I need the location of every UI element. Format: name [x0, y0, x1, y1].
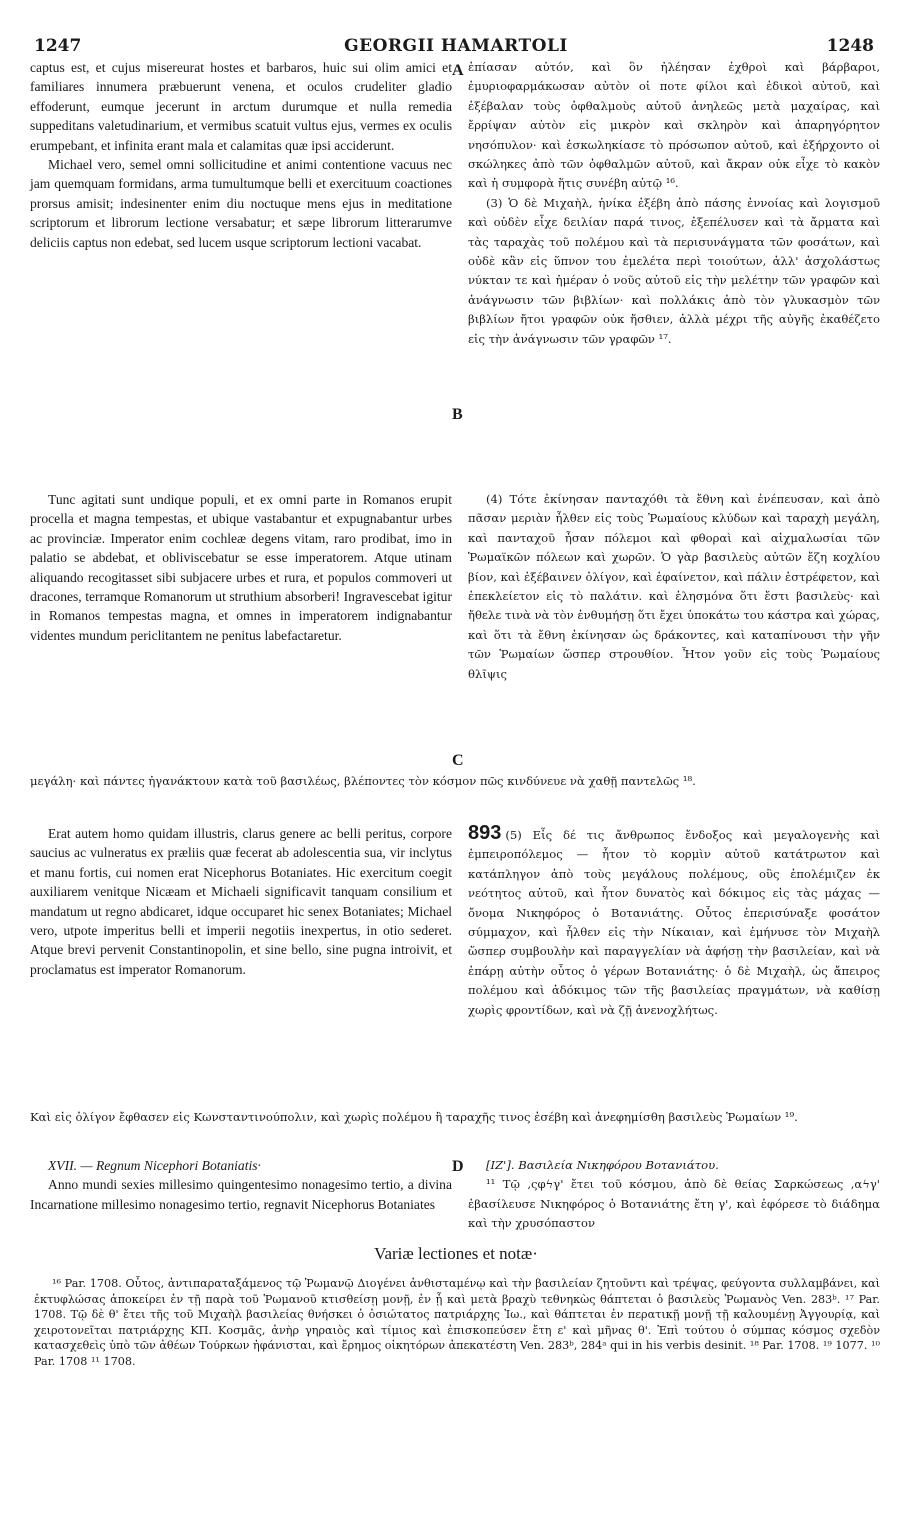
margin-marker-a: A: [452, 62, 464, 79]
latin-paragraph-2: Michael vero, semel omni sollicitudine et animi contentione vacuus nec jam quemquam formidans, arma tumultumque belli et exercituum coactiones prorsus amisit; indesinenter enim diu noctuque mens ejus in meditatione scriptorum et librorum lectione versabatur; et sæpe librorum litterarumve deliciis captus non edebat, sed lucem usque scriptorum lectioni vacabat.: [30, 157, 452, 250]
latin-column-top: [30, 58, 452, 252]
column-number: 893: [468, 822, 502, 844]
greek-column-lower: [468, 824, 880, 1020]
margin-marker-b: B: [452, 406, 463, 423]
latin-column-middle: [30, 490, 452, 645]
latin-paragraph-5: Anno mundi sexies millesimo quingentesimo nonagesimo tertio, a divina Incarnatione millesimo nonagesimo tertio, regnavit Nicephorus Botaniates: [30, 1177, 452, 1212]
spanning-line-2: Καὶ εἰς ὀλίγον ἔφθασεν εἰς Κωνσταντινούπολιν, καὶ χωρὶς πολέμου ἢ ταραχῆς τινος ἐσέβη καὶ ἀνεφημίσθη βασιλεὺς Ῥωμαίων ¹⁹.: [30, 1110, 798, 1124]
margin-marker-d: D: [452, 1158, 464, 1175]
notes-block: [34, 1276, 880, 1370]
greek-column-top: [468, 58, 880, 349]
greek-paragraph-4: [468, 824, 880, 1020]
greek-column-bottom: [468, 1156, 880, 1234]
margin-marker-c: C: [452, 752, 464, 769]
greek-paragraph-1: ἐπίασαν αὐτόν, καὶ ὃν ἠλέησαν ἐχθροὶ καὶ βάρβαροι, ἐμυριοφαρμάκωσαν αὐτὸν οἱ ποτε φίλοι καὶ ἐδικοὶ αὐτοῦ, καὶ ἐξέβαλαν τοὺς ὀφθαλμοὺς αὐτοῦ ἀνηλεῶς μετὰ μαχαίρας, καὶ ἔρρίψαν αὐτὸν εἰς μικρὸν καὶ σκληρὸν καὶ ἀπαρηγόρητον νησόπυλον· καὶ ἐσκωληκίασε τὸ πρόσωπον αὐτοῦ, καὶ ἐξήρχοντο οἱ σκώληκες ἀπὸ τῶν ὀφθαλμῶν αὐτοῦ, καὶ ἄκραν οὐκ εἶχε τὸ κακὸν καὶ ἡ συμφορὰ ἥτις συνέβη αὐτῷ ¹⁶.: [468, 60, 880, 191]
latin-paragraph-1: captus est, et cujus misereurat hostes et barbaros, huic sui olim amici et familiares innumera præbuerunt venena, et oculos crudeliter gladio effoderunt, eumque jecerunt in arctum durumque et nulla remedia suppeditans valetudinarium, et vermibus scatuit vultus ejus, vermes ex oculis erumpebant, et infinita erant mala et calamitas quæ ipsi acciderunt.: [30, 60, 452, 153]
latin-column-lower: [30, 824, 452, 979]
left-page-number: 1247: [34, 36, 82, 56]
latin-paragraph-3: Tunc agitati sunt undique populi, et ex omni parte in Romanos erupit procella et magna tempestas, et ubique vastabantur et expugnabantur urbes ac provinciæ. Imperator enim cochleæ degens vitam, raro prodibat, imo in palatio se abdebat, et obliviscebatur se esse imperatorem. Atque utinam aliquando recogitasset sibi subjacere urbes et rura, et populos commoveri ut dracones, terramque Romanorum ut struthium absorberi! Ingravescebat igitur in Romanos tempestas magna, et omnes in imperatorem indignabantur videntes mundum periclitantem ne penitus labefactaretur.: [30, 492, 452, 643]
running-title: GEORGII HAMARTOLI: [344, 36, 568, 56]
notes-title: Variæ lectiones et notæ·: [374, 1244, 538, 1263]
right-page-number: 1248: [826, 36, 874, 56]
notes-text: ¹⁶ Par. 1708. Οὗτος, ἀντιπαραταξάμενος τῷ Ῥωμανῷ Διογένει ἀνθισταμένῳ καὶ τὴν βασιλείαν ζητοῦντι καὶ τρέψας, φεύγοντα συλλαμβάνει, καὶ ἐκτυφλώσας ἀποκείρει ἐν τῇ παρὰ τοῦ Ῥωμανοῦ κτισθείσῃ μονῇ, ἐν ᾗ καὶ μετὰ βραχὺ τεθνηκὼς θάπτεται ὁ βασιλεὺς Ῥωμανὸς Ven. 283ᵇ. ¹⁷ Par. 1708. Τῷ δὲ θ' ἔτει τῆς τοῦ Μιχαὴλ βασιλείας θνήσκει ὁ ὁσιώτατος πατριάρχης Ἰω., καὶ θάπτεται ἐν περατικῇ μονῇ τῇ καλουμένῃ Ἀγγουρίᾳ, καὶ χειροτονεῖται πατριάρχης ΚΠ. Κοσμᾶς, ἀνὴρ γηραιὸς καὶ τίμιος καὶ ἐπισκοπεύσεν ἔτη ε' καὶ μῆνας θ'. Ἐπὶ τούτου ὁ σύμπας κόσμος σχεδὸν κατασχεθεὶς ὑπὸ τῶν ἀθέων Τούρκων ἠφάνισται, καὶ ἔρημος οἰκητόρων ἀπεκατέστη Ven. 283ᵇ, 284ᵃ qui in his verbis desinit. ¹⁸ Par. 1708. ¹⁹ 1077. ¹⁰ Par. 1708 ¹¹ 1708.: [34, 1277, 880, 1368]
greek-paragraph-5: ¹¹ Τῷ ,ςφϟγ' ἔτει τοῦ κόσμου, ἀπὸ δὲ θείας Σαρκώσεως ,αϟγ' ἐβασίλευσε Νικηφόρος ὁ Βοτανιάτης ἔτη γ', καὶ ἐφόρεσε τὸ διάδημα καὶ τὴν χρυσόπαστον: [468, 1177, 880, 1231]
greek-paragraph-3: (4) Τότε ἐκίνησαν πανταχόθι τὰ ἔθνη καὶ ἐνέπευσαν, καὶ ἀπὸ πᾶσαν μεριὰν ἦλθεν εἰς τοὺς Ῥωμαίους κλύδων καὶ ταραχὴ μεγάλη, καὶ πανταχοῦ ἦσαν πόλεμοι καὶ φθοραὶ καὶ αἰχμαλωσίαι τῶν Ῥωμαϊκῶν πόλεων καὶ χωρῶν. Ὁ γὰρ βασιλεὺς αὐτῶν ἔζη κοχλίου βίον, καὶ ἐξέβαινεν ὀλίγον, καὶ ἐφαίνετον, καὶ πάλιν ἐστρέφετον, καὶ ἐπεκλείετον εἰς τὸ παλάτιν. καὶ ἐλησμόνα ὅτι ἔστι βασιλεὺς· καὶ ἤθελε τινὰ νὰ τὸν ἐνθυμήσῃ ὅτι ἔχει ὑποκάτω του κάστρα καὶ χώρας, καὶ ὅτι τὰ ἔθνη ἐκίνησαν ὡς δράκοντες, καὶ καταπίνουσι τὴν γῆν τῶν Ῥωμαίων ὥσπερ στρουθίον. Ἦτον γοῦν εἰς τοὺς Ῥωμαίους θλῖψις: [468, 492, 880, 681]
latin-section-heading: XVII. — Regnum Nicephori Botaniatis·: [48, 1158, 261, 1173]
greek-paragraph-2: (3) Ὁ δὲ Μιχαὴλ, ἡνίκα ἐξέβη ἀπὸ πάσης ἐννοίας καὶ λογισμοῦ καὶ οὐδὲν εἶχε δειλίαν παρά τινος, ἐξεπέλυσεν καὶ τὰ ἄρματα καὶ τὰς ταραχὰς τοῦ πολέμου καὶ τὰ περισυνάγματα τῶν φοσάτων, καὶ οὐδὲ κἂν εἰς ὕπνον του ἐμελέτα περὶ τοιούτων, ἀλλ' ἀσχολάστως νύκταν τε καὶ ἡμέραν ὁ νοῦς αὐτοῦ εἰς τὴν μελέτην τῶν γραφῶν καὶ ἀνάγνωσιν τῶν βιβλίων· καὶ πολλάκις ἀπὸ τὸν γλυκασμὸν τῶν βιβλίων ἤτοι γραφῶν οὐκ ἤσθιεν, ἀλλὰ μέχρι τῆς αὐγῆς ἐκαθέζετο εἰς τὴν ἀνάγνωσιν τῶν γραφῶν ¹⁷.: [468, 195, 880, 346]
spanning-line-1: μεγάλη· καὶ πάντες ἠγανάκτουν κατὰ τοῦ βασιλέως, βλέποντες τὸν κόσμον πῶς κινδύνευε νὰ χαθῇ παντελῶς ¹⁸.: [30, 774, 696, 788]
greek-paragraph-4-text: (5) Εἷς δέ τις ἄνθρωπος ἔνδοξος καὶ μεγαλογενὴς καὶ ἐμπειροπόλεμος — ἦτον τὸ κορμὶν αὐτοῦ κατάτρωτον καὶ κατάπληγον ἀπὸ τοὺς μεγάλους πολέμους, οὓς ἐπολέμιζεν ἐκ νεότητος αὐτοῦ, καὶ ἦτον δυνατὸς καὶ δόκιμος εἰς τὰς μάχας — ὄνομα Νικηφόρος ὁ Βοτανιάτης. Οὗτος ἐπερισύναξε φοσάτον σύμμαχον, καὶ ἦλθεν εἰς τὴν Νίκαιαν, καὶ ἐμήνυσε τὸν Μιχαὴλ ὥσπερ συμβουλὴν καὶ παραγγελίαν νὰ ἀφήσῃ τὴν βασιλείαν, καὶ νὰ ἐπάρῃ αὐτὴν οὗτος ὁ γέρων Βοτανιάτης· ὁ δὲ Μιχαὴλ, ὡς ἄπειρος πολέμου καὶ ἀδόκιμος τῶν τῆς βασιλείας πραγμάτων, νὰ καθίσῃ χωρὶς φροντίδων, καὶ νὰ ζῇ ἀνενοχλήτως.: [468, 828, 880, 1017]
latin-paragraph-4: Erat autem homo quidam illustris, clarus genere ac belli peritus, corpore saucius ac vulneratus ex præliis quæ fecerat ab adolescentia sua, vir inclytus et manu fortis, cui nomen erat Nicephorus Botaniates. Hic exercitum coegit auxiliarem venitque Nicæam et Michaeli significavit tanquam consilium et mandatum ut regno abdicaret, idque occuparet hic senex Botaniates; Michael vero, utpote imperitus belli et imperii negotiis inexpertus, in otio sederet. Atque brevi pervenit Constantinopolin, et sine bello, sine pugna introivit, et proclamatus est imperator Romanorum.: [30, 826, 452, 977]
latin-column-bottom: [30, 1156, 452, 1214]
greek-column-middle: [468, 490, 880, 684]
greek-section-heading: [ΙΖ']. Βασιλεία Νικηφόρου Βοτανιάτου.: [486, 1158, 719, 1172]
